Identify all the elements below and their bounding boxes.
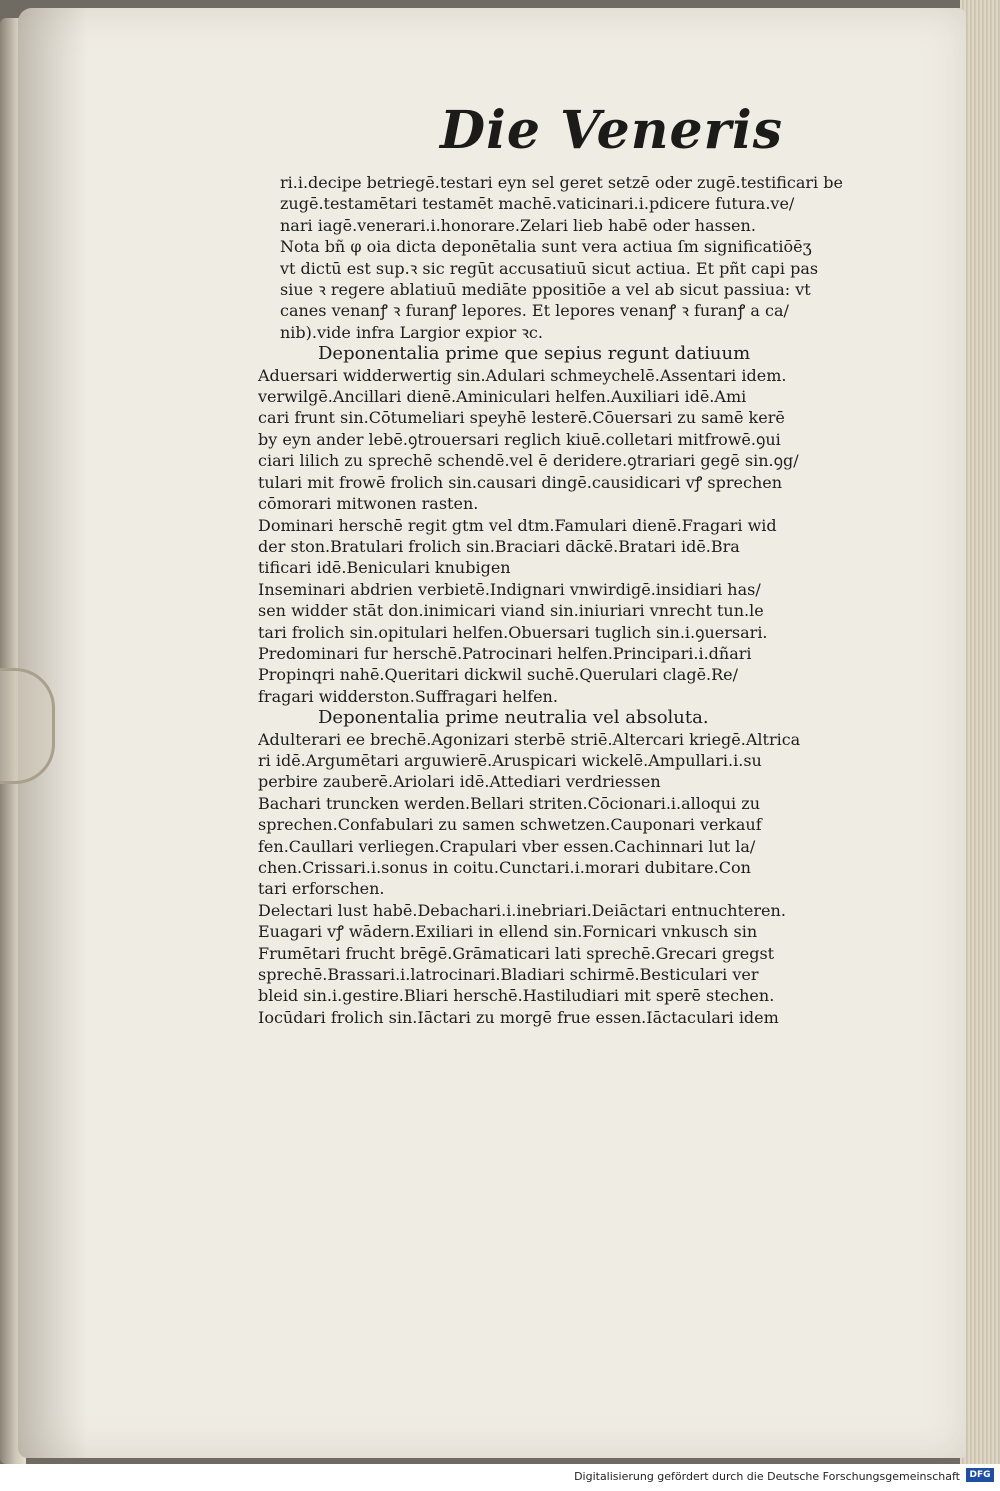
text-line: Delectari lust habē.Debachari.i.inebriari.Deiāctari entnuchteren. (258, 900, 786, 920)
text-line: nib).vide infra Largior expior ꝛc. (280, 322, 543, 342)
text-line: zugē.testamētari testamēt machē.vaticinari.i.pdicere futura.ve/ (280, 194, 795, 214)
text-line: nari iagē.venerari.i.honorare.Zelari lieb habē oder hassen. (280, 215, 756, 235)
text-line: verwilgē.Ancillari dienē.Aminiculari helfen.Auxiliari idē.Ami (258, 387, 747, 407)
paragraph-8 (258, 793, 918, 900)
text-line: sprechē.Brassari.i.latrocinari.Bladiari schirmē.Besticulari ver (258, 965, 759, 985)
footer-credit: Digitalisierung gefördert durch die Deutsche Forschungsgemeinschaft (574, 1470, 960, 1483)
page-edge-stack (960, 0, 1000, 1464)
text-line: by eyn ander lebē.ꝯtrouersari reglich kiuē.colletari mitfrowē.ꝯui (258, 429, 781, 449)
text-line: sen widder stāt don.inimicari viand sin.iniuriari vnrecht tun.le (258, 601, 764, 621)
text-line: ri idē.Argumētari arguwierē.Aruspicari wickelē.Ampullari.i.su (258, 750, 762, 770)
text-line: fen.Caullari verliegen.Crapulari vber essen.Cachinnari lut la/ (258, 836, 756, 856)
paragraph-3 (258, 365, 918, 515)
text-line: tificari idē.Beniculari knubigen (258, 558, 511, 578)
clasp-strap (0, 668, 55, 784)
text-line: der ston.Bratulari frolich sin.Braciari dāckē.Bratari idē.Bra (258, 536, 740, 556)
paragraph-9 (258, 900, 918, 1028)
page-heading: Die Veneris (440, 100, 784, 161)
paragraph-0 (258, 172, 918, 236)
text-line: Euagari vꝭ wādern.Exiliari in ellend sin.Fornicari vnkusch sin (258, 922, 758, 942)
paragraph-5 (258, 579, 918, 707)
text-line: tulari mit frowē frolich sin.causari dingē.causidicari vꝭ sprechen (258, 472, 783, 492)
paragraph-7 (258, 729, 918, 793)
text-line: Inseminari abdrien verbietē.Indignari vnwirdigē.insidiari has/ (258, 579, 761, 599)
text-line: bleid sin.i.gestire.Bliari herschē.Hastiludiari mit sperē stechen. (258, 986, 775, 1006)
text-line: vt dictū est sup.ꝛ sic regūt accusatiuū sicut actiua. Et pñt capi pas (280, 258, 819, 278)
text-line: canes venanꝭ ꝛ furanꝭ lepores. Et lepores venanꝭ ꝛ furanꝭ a ca/ (280, 301, 789, 321)
text-line: Aduersari widderwertig sin.Adulari schmeychelē.Assentari idem. (258, 365, 787, 385)
text-line: Adulterari ee brechē.Agonizari sterbē striē.Altercari kriegē.Altrica (258, 729, 801, 749)
text-line: ri.i.decipe betriegē.testari eyn sel geret setzē oder zugē.testificari be (280, 173, 843, 192)
text-line: Propinqri nahē.Queritari dickwil suchē.Querulari clagē.Re/ (258, 665, 739, 685)
text-line: fragari widderston.Suffragari helfen. (258, 686, 558, 706)
text-line: Nota bñ φ oia dicta deponētalia sunt vera actiua ſm significatiōēʒ (280, 237, 812, 257)
text-line: cōmorari mitwonen rasten. (258, 494, 479, 514)
text-line: siue ꝛ regere ablatiuū mediāte ppositiōe a vel ab sicut passiua: vt (280, 280, 811, 300)
text-line: Predominari fur herschē.Patrocinari helfen.Principari.i.dñari (258, 643, 752, 663)
text-line: Dominari herschē regit gtm vel dtm.Famulari dienē.Fragari wid (258, 515, 777, 535)
paragraph-1 (258, 236, 918, 343)
text-line: chen.Crissari.i.sonus in coitu.Cunctari.i.morari dubitare.Con (258, 858, 751, 877)
text-line: tari frolich sin.opitulari helfen.Obuersari tuglich sin.i.ꝯuersari. (258, 622, 768, 642)
section-heading (258, 707, 918, 728)
section-heading (258, 343, 918, 364)
text-line: Bachari truncken werden.Bellari striten.Cōcionari.i.alloqui zu (258, 793, 760, 813)
text-line: Deponentalia prime neutralia vel absoluta. (318, 707, 709, 729)
dfg-logo: DFG (966, 1468, 994, 1482)
text-body (258, 172, 918, 1028)
text-line: Iocūdari frolich sin.Iāctari zu morgē frue essen.Iāctaculari idem (258, 1007, 779, 1027)
text-line: Deponentalia prime que sepius regunt datiuum (318, 343, 751, 365)
text-line: perbire zauberē.Ariolari idē.Attediari verdriessen (258, 772, 661, 792)
text-line: sprechen.Confabulari zu samen schwetzen.Cauponari verkauf (258, 815, 762, 835)
text-line: cari frunt sin.Cōtumeliari speyhē lesterē.Cōuersari zu samē kerē (258, 408, 785, 428)
text-line: tari erforschen. (258, 879, 385, 899)
paragraph-4 (258, 515, 918, 579)
text-line: Frumētari frucht brēgē.Grāmaticari lati sprechē.Grecari gregst (258, 943, 775, 963)
text-line: ciari lilich zu sprechē schendē.vel ē deridere.ꝯtrariari gegē sin.ꝯg/ (258, 451, 799, 471)
